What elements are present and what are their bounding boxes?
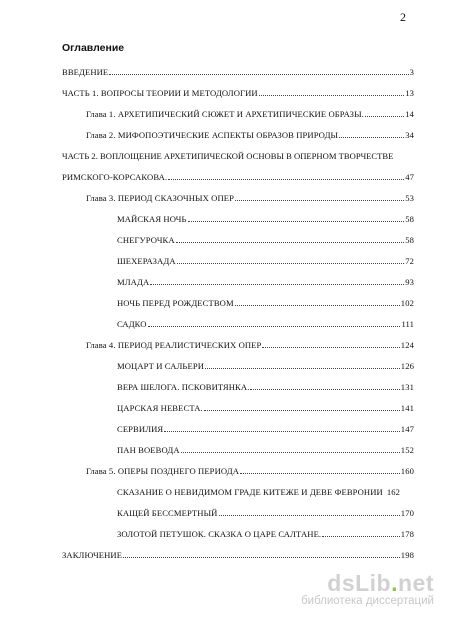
toc-entry-page: 162 [386,487,401,497]
toc-entry-title: МОЦАРТ И САЛЬЕРИ [117,361,205,371]
toc-entry-page: 72 [405,256,414,266]
dot-leader [148,318,401,327]
toc-entry-title: ВЕРА ШЕЛОГА. ПСКОВИТЯНКА. [117,382,250,392]
toc-entry-chapter-4[interactable] [86,339,414,351]
toc-entry-page: 34 [405,130,414,140]
dot-leader [181,444,400,453]
toc-entry-zolotoy-petushok[interactable] [117,528,414,540]
toc-entry-title: МЛАДА [117,277,150,287]
dslib-logo [301,571,434,595]
toc-entry-pan-voevoda[interactable] [117,444,414,456]
toc-entry-conclusion[interactable] [62,549,414,561]
toc-entry-part-1[interactable] [62,87,414,99]
dot-leader [188,213,405,222]
toc-entry-title: Глава 5. ОПЕРЫ ПОЗДНЕГО ПЕРИОДА [86,466,240,476]
dot-leader [339,129,404,138]
logo-dot: . [391,570,398,596]
toc-entry-title: СЕРВИЛИЯ [117,424,164,434]
toc-entry-page: 3 [409,67,414,77]
toc-entry-title: МАЙСКАЯ НОЧЬ [117,214,187,224]
toc-entry-page: 14 [405,109,414,119]
dot-leader [259,87,405,96]
logo-text-left: dsLib [327,570,392,596]
dot-leader [250,381,399,390]
toc-entry-title: ШЕХЕРАЗАДА [117,256,176,266]
toc-entry-page: 160 [400,466,414,476]
toc-entry-page: 102 [400,298,414,308]
dot-leader [168,171,404,180]
toc-entry-page: 58 [405,214,414,224]
toc-entry-title: ЦАРСКАЯ НЕВЕСТА. [117,403,203,413]
toc-entry-mayskaya-noch[interactable] [117,213,414,225]
toc-entry-title: ЗОЛОТОЙ ПЕТУШОК. СКАЗКА О ЦАРЕ САЛТАНЕ. [117,529,322,539]
toc-entry-page: 170 [400,508,414,518]
dot-leader [240,465,400,474]
dot-leader [322,528,400,537]
dot-leader [177,255,405,264]
toc-entry-chapter-1[interactable] [86,108,414,120]
toc-entry-sadko[interactable] [117,318,414,330]
dslib-watermark [301,571,434,608]
toc-entry-title: НОЧЬ ПЕРЕД РОЖДЕСТВОМ [117,298,234,308]
toc-entry-sheherazada[interactable] [117,255,414,267]
toc-entry-part-2[interactable]: ЧАСТЬ 2. ВОПЛОЩЕНИЕ АРХЕТИПИЧЕСКОЙ ОСНОВЫ В ОПЕРНОМ ТВОРЧЕСТВЕ [62,151,394,161]
toc-entry-introduction[interactable] [62,66,414,78]
toc-entry-kashchey[interactable] [117,507,414,519]
toc-entry-title: РИМСКОГО-КОРСАКОВА. [62,172,168,182]
toc-entry-chapter-2[interactable] [86,129,414,141]
toc-entry-page: 53 [405,193,414,203]
dot-leader [164,423,400,432]
toc-entry-part-2-continued[interactable] [62,171,414,183]
dot-leader [365,108,404,117]
watermark-subtitle: библиотека диссертаций [301,595,434,607]
toc-entry-title: СКАЗАНИЕ О НЕВИДИМОМ ГРАДЕ КИТЕЖЕ И ДЕВЕ ФЕВРОНИИ [117,487,383,497]
toc-entry-title: ВВЕДЕНИЕ [62,67,109,77]
toc-entry-page: 198 [400,550,414,560]
toc-entry-page: 178 [400,529,414,539]
toc-entry-page: 147 [400,424,414,434]
toc-entry-mlada[interactable] [117,276,414,288]
toc-entry-title: КАЩЕЙ БЕССМЕРТНЫЙ [117,508,218,518]
toc-entry-title: Глава 4. ПЕРИОД РЕАЛИСТИЧЕСКИХ ОПЕР [86,340,262,350]
page-number: 2 [400,10,406,24]
toc-entry-skazanie-o-kitezhe[interactable] [117,486,414,498]
dot-leader [235,297,400,306]
toc-entry-page: 58 [405,235,414,245]
dot-leader [262,339,399,348]
toc-entry-page: 47 [405,172,414,182]
toc-entry-title: ПАН ВОЕВОДА [117,445,180,455]
logo-text-right: net [398,570,434,596]
toc-entry-page: 141 [400,403,414,413]
toc-entry-title: Глава 2. МИФОПОЭТИЧЕСКИЕ АСПЕКТЫ ОБРАЗОВ ПРИРОДЫ [86,130,339,140]
toc-entry-page: 93 [405,277,414,287]
toc-entry-page: 152 [400,445,414,455]
toc-heading: Оглавление [62,42,125,54]
toc-entry-title: ЗАКЛЮЧЕНИЕ [62,550,123,560]
dot-leader [150,276,404,285]
dot-leader [109,66,408,75]
dot-leader [205,360,400,369]
toc-entry-chapter-3[interactable] [86,192,414,204]
toc-entry-tsarskaya-nevesta[interactable] [117,402,414,414]
toc-entry-title: Глава 1. АРХЕТИПИЧЕСКИЙ СЮЖЕТ И АРХЕТИПИЧЕСКИЕ ОБРАЗЫ. [86,109,364,119]
toc-entry-snegurochka[interactable] [117,234,414,246]
dot-leader [219,507,400,516]
dot-leader [176,234,405,243]
dot-leader [204,402,400,411]
toc-entry-title: ЧАСТЬ 1. ВОПРОСЫ ТЕОРИИ И МЕТОДОЛОГИИ [62,88,258,98]
toc-entry-chapter-5[interactable] [86,465,414,477]
toc-entry-noch-pered-rozhdestvom[interactable] [117,297,414,309]
dot-leader [123,549,400,558]
toc-entry-page: 111 [401,319,414,329]
toc-entry-title: СНЕГУРОЧКА [117,235,175,245]
toc-entry-page: 131 [400,382,414,392]
toc-entry-vera-sheloga[interactable] [117,381,414,393]
toc-entry-page: 124 [400,340,414,350]
toc-entry-mozart-i-salieri[interactable] [117,360,414,372]
toc-entry-title: САДКО [117,319,147,329]
dot-leader [235,192,404,201]
toc-entry-page: 126 [400,361,414,371]
toc-entry-serviliya[interactable] [117,423,414,435]
toc-entry-page: 13 [405,88,414,98]
toc-entry-title: Глава 3. ПЕРИОД СКАЗОЧНЫХ ОПЕР [86,193,234,203]
